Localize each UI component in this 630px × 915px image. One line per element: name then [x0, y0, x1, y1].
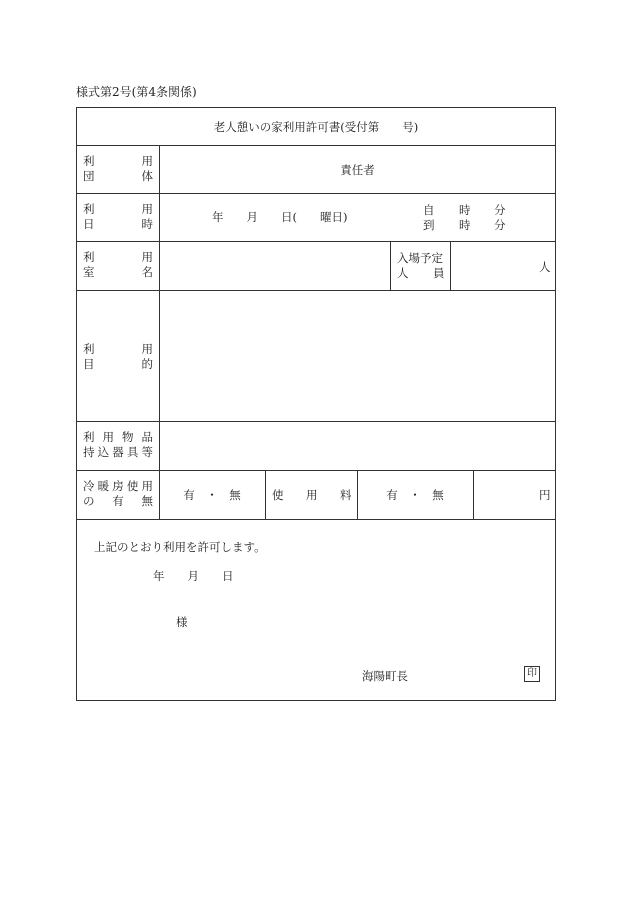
label-room: 利 用 室 名: [83, 250, 153, 279]
fee-yes-no[interactable]: 有 ・ 無: [386, 488, 444, 502]
label-heating: 冷 暖 房 使 用 の 有 無: [83, 479, 153, 508]
divider-vertical: [390, 241, 391, 290]
time-to-hour: 時: [459, 218, 471, 232]
heating-yes-no[interactable]: 有 ・ 無: [183, 488, 241, 502]
expected-attendance-label-2b: 員: [433, 266, 445, 280]
fee-label-c: 料: [340, 488, 352, 502]
divider: [76, 145, 556, 146]
divider-vertical: [473, 470, 474, 519]
divider-vertical: [450, 241, 451, 290]
divider: [76, 193, 556, 194]
divider: [76, 519, 556, 520]
divider-vertical: [265, 470, 266, 519]
time-from-hour: 時: [459, 203, 471, 217]
seal-icon: 印: [524, 666, 540, 682]
persons-unit: 人: [539, 260, 551, 274]
responsible-person-field[interactable]: 責任者: [340, 163, 375, 177]
expected-attendance-label-2a: 人: [397, 266, 409, 280]
label-group: 利 用 団 体: [83, 154, 153, 183]
label-datetime: 利 用 日 時: [83, 202, 153, 231]
divider: [76, 421, 556, 422]
time-from-ji: 自: [423, 203, 435, 217]
issue-date[interactable]: 年 月 日: [153, 569, 234, 583]
permission-statement: 上記のとおり利用を許可します。: [94, 540, 266, 554]
divider: [76, 241, 556, 242]
fee-label-b: 用: [306, 488, 318, 502]
time-from-minute: 分: [494, 203, 506, 217]
time-to-itaru: 到: [423, 218, 435, 232]
date-field[interactable]: 年 月 日( 曜日): [212, 210, 348, 224]
yen-unit: 円: [539, 488, 551, 502]
time-to-minute: 分: [494, 218, 506, 232]
expected-attendance-label-1: 入場予定: [397, 251, 443, 265]
divider: [76, 290, 556, 291]
recipient-honorific: 様: [176, 615, 188, 629]
label-purpose: 利 用 目 的: [83, 342, 153, 371]
divider: [76, 470, 556, 471]
issuer-title: 海陽町長: [362, 669, 408, 683]
label-items: 利 用 物 品 持 込 器 具 等: [83, 430, 153, 459]
permit-form: [76, 107, 556, 701]
label-column-line: [159, 145, 160, 519]
fee-label-a: 使: [272, 488, 284, 502]
form-reference: 様式第2号(第4条関係): [76, 85, 197, 99]
form-title: 老人憩いの家利用許可書(受付第 号): [213, 120, 419, 134]
